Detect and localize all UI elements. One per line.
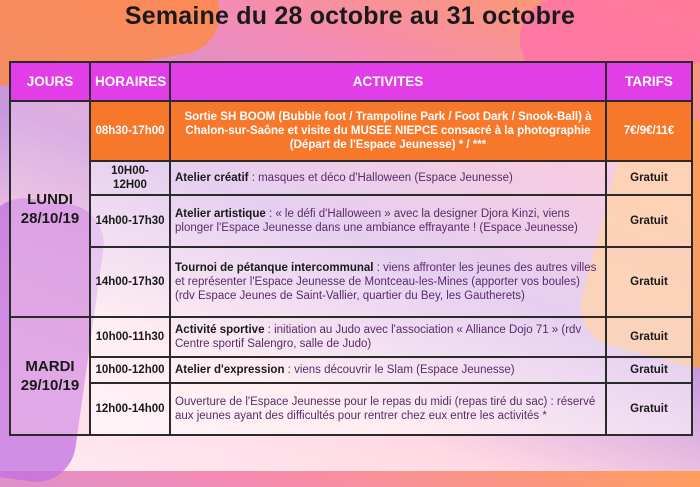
time-cell: 12h00-14h00 — [90, 383, 170, 435]
header-tarifs: TARIFS — [606, 62, 692, 101]
day-cell-lundi — [10, 101, 90, 317]
activity-title: Activité sportive — [175, 324, 265, 336]
activity-cell — [170, 317, 606, 357]
price-cell: Gratuit — [606, 317, 692, 357]
activity-cell — [170, 195, 606, 247]
activity-cell — [170, 247, 606, 317]
time-cell: 10H00-12H00 — [90, 161, 170, 195]
day-date: 28/10/19 — [20, 210, 80, 227]
price-cell: Gratuit — [606, 383, 692, 435]
page-title: Semaine du 28 octobre au 31 octobre — [124, 2, 576, 30]
activity-title: Atelier artistique — [175, 208, 266, 220]
table-row — [10, 161, 692, 195]
time-cell: 08h30-17h00 — [90, 101, 170, 161]
price-cell: 7€/9€/11€ — [606, 101, 692, 161]
header-horaires: HORAIRES — [90, 62, 170, 101]
day-label: MARDI — [25, 358, 75, 375]
header-activites: ACTIVITES — [170, 62, 606, 101]
header-row — [10, 62, 692, 101]
table-row — [10, 383, 692, 435]
price-cell: Gratuit — [606, 247, 692, 317]
activity-cell — [170, 101, 606, 161]
activity-desc: : masques et déco d'Halloween (Espace Jeunesse) — [248, 172, 513, 184]
activity-desc: : viens affronter les jeunes des autres villes et représenter l'Espace Jeunesse de Montceau-les-Mines (apporter vos boules) (rdv Espace Jeunes de Saint-Vallier, quartier du Bey, les Gautherets) — [175, 262, 597, 302]
header-jours: JOURS — [10, 62, 90, 101]
activity-cell — [170, 383, 606, 435]
activity-cell — [170, 161, 606, 195]
activity-desc: : viens découvrir le Slam (Espace Jeunesse) — [284, 364, 515, 376]
activity-desc: Sortie SH BOOM (Bubble foot / Trampoline Park / Foot Dark / Snook-Ball) à Chalon-sur-Saône et visite du MUSEE NIEPCE consacré à la photographie (Départ de l'Espace Jeunesse) * / *** — [184, 111, 592, 151]
price-cell: Gratuit — [606, 195, 692, 247]
price-cell: Gratuit — [606, 161, 692, 195]
table-row — [10, 195, 692, 247]
activity-cell — [170, 357, 606, 383]
table-row — [10, 247, 692, 317]
time-cell: 14h00-17h30 — [90, 247, 170, 317]
time-cell: 10h00-12h00 — [90, 357, 170, 383]
activity-title: Tournoi de pétanque intercommunal — [175, 262, 374, 274]
day-label: LUNDI — [27, 191, 73, 208]
time-cell: 14h00-17h30 — [90, 195, 170, 247]
time-cell: 10h00-11h30 — [90, 317, 170, 357]
schedule-table — [9, 61, 693, 436]
activity-desc: : « le défi d'Halloween » avec la designer Djora Kinzi, viens plonger l'Espace Jeunesse dans une ambiance effrayante ! (Espace Jeunesse) — [175, 208, 578, 234]
activity-title: Atelier d'expression — [175, 364, 285, 376]
activity-desc: Ouverture de l'Espace Jeunesse pour le repas du midi (repas tiré du sac) : réservé aux jeunes ayant des difficultés pour rentrer chez eux entre les activités * — [175, 396, 596, 422]
activity-desc: : initiation au Judo avec l'association « Alliance Dojo 71 » (rdv Centre sportif Salengro, salle de Judo) — [175, 324, 582, 350]
day-date: 29/10/19 — [20, 377, 80, 394]
table-row — [10, 357, 692, 383]
table-row — [10, 101, 692, 161]
table-row — [10, 317, 692, 357]
price-cell: Gratuit — [606, 357, 692, 383]
day-cell-mardi — [10, 317, 90, 435]
activity-title: Atelier créatif — [175, 172, 249, 184]
